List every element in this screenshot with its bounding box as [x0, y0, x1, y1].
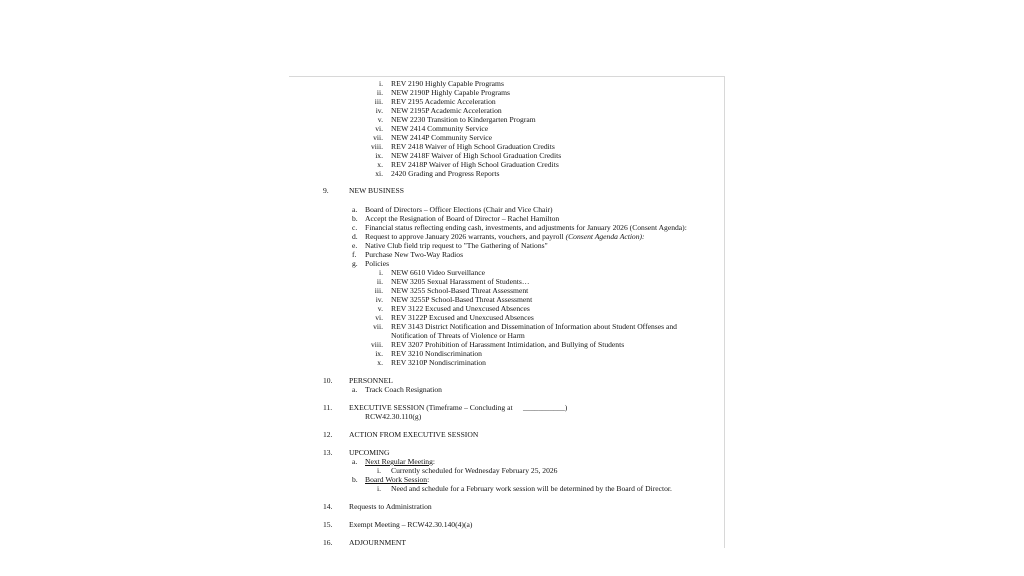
policy-item-text-continued: Notification of Threats of Violence or Harm [391, 331, 525, 340]
subitem-number: iii. [374, 97, 383, 106]
subitem-number: x. [377, 160, 383, 169]
subitem-text: REV 2195 Academic Acceleration [391, 97, 496, 106]
subitem-text: REV 2190 Highly Capable Programs [391, 79, 504, 88]
item-13a-colon: : [432, 457, 436, 466]
item-9b-letter: b. [352, 214, 358, 223]
item-9a-text: Board of Directors – Officer Elections (Chair and Vice Chair) [365, 205, 553, 214]
subitem-number: ix. [375, 151, 383, 160]
subitem-number: iv. [375, 106, 383, 115]
policy-item-text: REV 3122P Excused and Unexcused Absences [391, 313, 534, 322]
item-11-time-blank: ___________) [523, 403, 568, 412]
subitem-number: ii. [376, 88, 383, 97]
item-10a-letter: a. [352, 385, 358, 394]
subitem-number: vi. [375, 124, 383, 133]
item-16-number: 16. [323, 538, 333, 547]
item-15-title: Exempt Meeting – RCW42.30.140(4)(a) [349, 520, 473, 529]
item-12-title: ACTION FROM EXECUTIVE SESSION [349, 430, 479, 439]
subitem-text: NEW 2414P Community Service [391, 133, 493, 142]
item-13b-colon: : [427, 475, 430, 484]
item-10a-text: Track Coach Resignation [365, 385, 442, 394]
policy-item-number: x. [377, 358, 383, 367]
item-10-title: PERSONNEL [349, 376, 393, 385]
item-11-rcw: RCW42.30.110(g) [365, 412, 422, 421]
item-9c-letter: c. [352, 223, 358, 232]
item-9d-line [365, 232, 645, 241]
item-13-number: 13. [323, 448, 333, 457]
item-9d-letter: d. [352, 232, 358, 241]
subitem-text: REV 2418P Waiver of High School Graduation Credits [391, 160, 559, 169]
item-15-number: 15. [323, 520, 333, 529]
item-14-title: Requests to Administration [349, 502, 432, 511]
item-9e-text: Native Club field trip request to "The Gathering of Nations" [365, 241, 548, 250]
policy-item-text: NEW 3255 School-Based Threat Assessment [391, 286, 529, 295]
item-16-title: ADJOURNMENT [349, 538, 406, 547]
board-work-session-label: Board Work Session [365, 475, 428, 484]
item-13b-i-text: Need and schedule for a February work session will be determined by the Board of Director. [391, 484, 672, 493]
item-9a-letter: a. [352, 205, 358, 214]
item-10-number: 10. [323, 376, 333, 385]
subitem-text: REV 2418 Waiver of High School Graduation Credits [391, 142, 555, 151]
subitem-text: NEW 2190P Highly Capable Programs [391, 88, 510, 97]
item-13b-i-number: i. [376, 484, 381, 493]
next-regular-meeting-label: Next Regular Meeting [365, 457, 433, 466]
policy-item-text: NEW 3205 Sexual Harassment of Students… [391, 277, 530, 286]
item-13b-line [365, 475, 429, 484]
item-13-title: UPCOMING [349, 448, 390, 457]
item-13b-letter: b. [352, 475, 358, 484]
item-9f-text: Purchase New Two-Way Radios [365, 250, 464, 259]
subitem-text: NEW 2230 Transition to Kindergarten Program [391, 115, 536, 124]
policy-item-number: ii. [376, 277, 383, 286]
item-9b-text: Accept the Resignation of Board of Director – Rachel Hamilton [365, 214, 560, 223]
item-11-title: EXECUTIVE SESSION (Timeframe – Concluding at [349, 403, 513, 412]
policy-item-text: REV 3210 Nondiscrimination [391, 349, 482, 358]
policy-item-number: vii. [373, 322, 383, 331]
item-9c-text: Financial status reflecting ending cash, investments, and adjustments for January 2026 (Consent Agenda): [365, 223, 687, 232]
subitem-number: vii. [373, 133, 383, 142]
subitem-number: v. [377, 115, 383, 124]
subitem-number: xi. [375, 169, 383, 178]
item-13a-line [365, 457, 435, 466]
item-9-number: 9. [323, 186, 329, 195]
policy-item-text: REV 3143 District Notification and Dissemination of Information about Student Offenses and [391, 322, 677, 331]
policy-item-number: v. [377, 304, 383, 313]
item-12-number: 12. [323, 430, 333, 439]
policy-item-number: iv. [375, 295, 383, 304]
item-11-number: 11. [323, 403, 333, 412]
policy-item-number: viii. [370, 340, 383, 349]
document-page [289, 76, 725, 548]
subitem-text: 2420 Grading and Progress Reports [391, 169, 500, 178]
policy-item-number: iii. [374, 286, 383, 295]
policy-item-number: i. [378, 268, 383, 277]
item-13a-i-text: Currently scheduled for Wednesday February 25, 2026 [391, 466, 558, 475]
item-9d-text: Request to approve January 2026 warrants, vouchers, and payroll [365, 232, 564, 241]
item-9e-letter: e. [352, 241, 358, 250]
item-9g-text: Policies [365, 259, 390, 268]
subitem-text: NEW 2414 Community Service [391, 124, 489, 133]
subitem-text: NEW 2418F Waiver of High School Graduation Credits [391, 151, 562, 160]
policy-item-text: NEW 3255P School-Based Threat Assessment [391, 295, 533, 304]
subitem-number: viii. [370, 142, 383, 151]
item-9d-note: (Consent Agenda Action): [565, 232, 645, 241]
item-9-title: NEW BUSINESS [349, 186, 404, 195]
policy-item-number: ix. [375, 349, 383, 358]
policy-item-text: REV 3207 Prohibition of Harassment Intimidation, and Bullying of Students [391, 340, 625, 349]
subitem-number: i. [378, 79, 383, 88]
item-14-number: 14. [323, 502, 333, 511]
policy-item-text: NEW 6610 Video Surveillance [391, 268, 485, 277]
item-13a-letter: a. [352, 457, 358, 466]
item-13a-i-number: i. [376, 466, 381, 475]
subitem-text: NEW 2195P Academic Acceleration [391, 106, 502, 115]
policy-item-number: vi. [375, 313, 383, 322]
item-9g-letter: g. [352, 259, 358, 268]
item-9f-letter: f. [352, 250, 357, 259]
policy-item-text: REV 3122 Excused and Unexcused Absences [391, 304, 530, 313]
policy-item-text: REV 3210P Nondiscrimination [391, 358, 486, 367]
